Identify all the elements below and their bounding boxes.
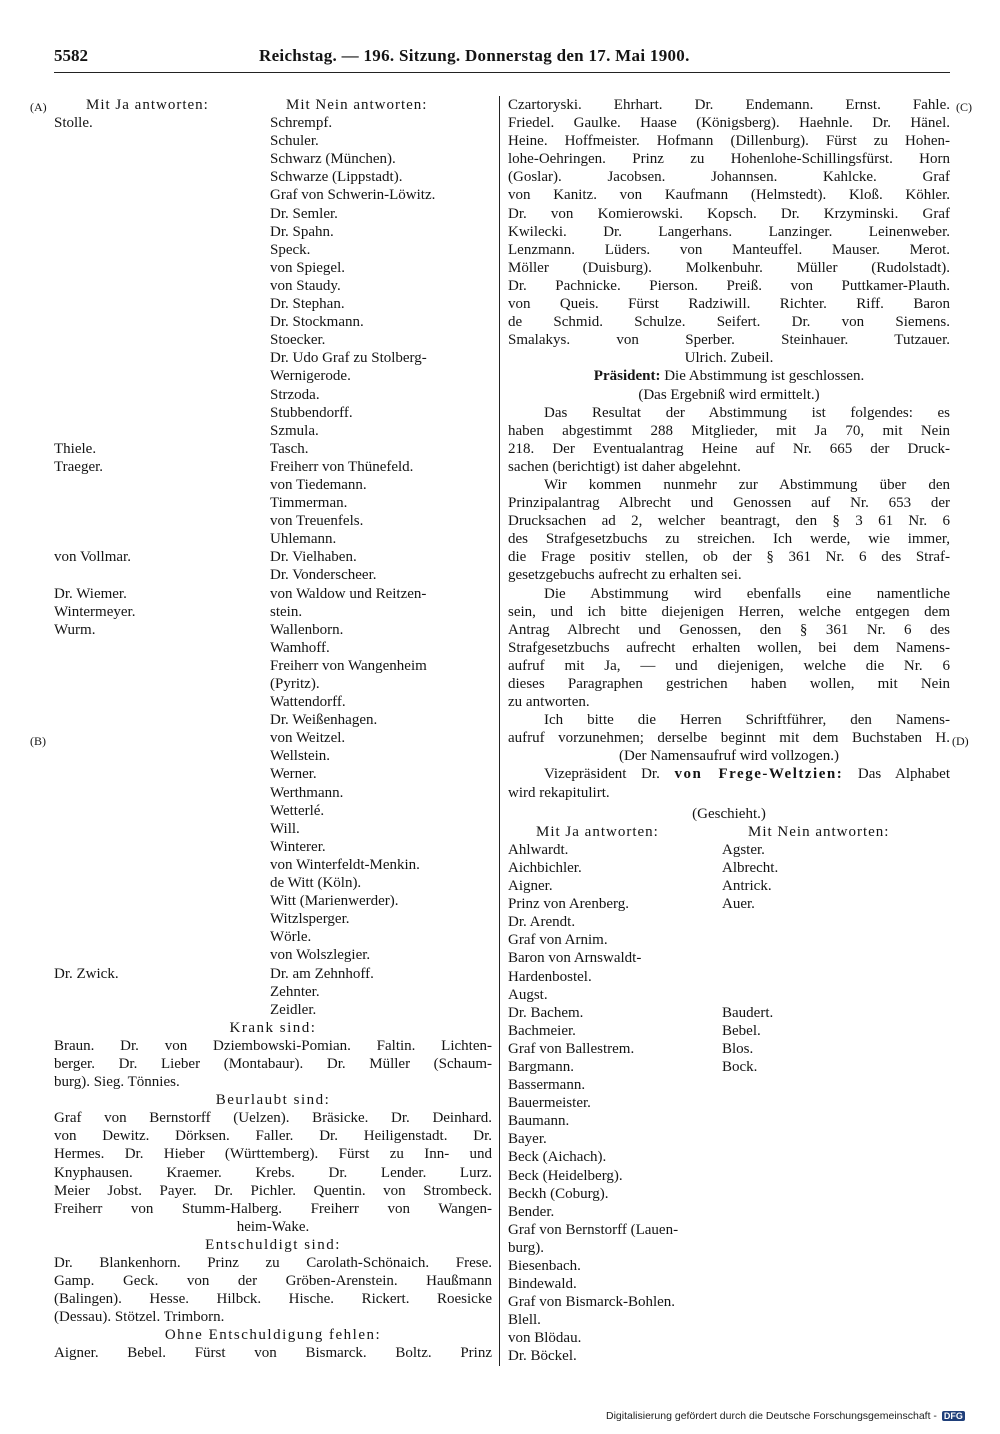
text-line: Braun. Dr. von Dziembowski-Pomian. Faltin. Lichten- (54, 1037, 492, 1054)
no-voter: Schwarze (Lippstadt). (270, 169, 403, 186)
text-line: Friedel. Gaulke. Haase (Königsberg). Haehnle. Dr. Hänel. (508, 115, 950, 132)
text-line: haben abgestimmt 288 Mitglieder, mit Ja 70, mit Nein (508, 422, 950, 439)
yes-voter: Baumann. (508, 1113, 570, 1130)
excused-header: Entschuldigt sind: (205, 1236, 341, 1253)
vote-row (508, 1347, 950, 1365)
no-voter: Bock. (722, 1058, 758, 1075)
vote-row (54, 440, 492, 458)
sick-header: Krank sind: (229, 1019, 317, 1036)
no-voter: Baudert. (722, 1004, 774, 1021)
no-voter: Wattendorff. (270, 694, 346, 711)
vote-row (54, 711, 492, 729)
header-rule (54, 72, 950, 73)
text-line: Kwilecki. Dr. Langerhans. Lanzinger. Leinenweber. (508, 223, 950, 240)
vote-row (54, 422, 492, 440)
vice-name: von Frege-Weltzien: (674, 766, 844, 783)
vote-row (54, 241, 492, 259)
yes-voter: Dr. Bachem. (508, 1004, 584, 1021)
vote-row (54, 476, 492, 494)
text-line: lohe-Oehringen. Prinz zu Hohenlohe-Schillingsfürst. Horn (508, 151, 950, 168)
vote-row (54, 295, 492, 313)
vote-row (508, 841, 950, 859)
digitization-footer (606, 1410, 965, 1422)
no-voter: Wetterlé. (270, 802, 325, 819)
no-voter: de Witt (Köln). (270, 875, 362, 892)
dfg-logo: DFG (943, 1411, 963, 1421)
yes-header-right: Mit Ja antworten: (536, 823, 659, 840)
left-column (54, 96, 492, 1363)
text-line: Antrag Albrecht und Genossen, den § 361 Nr. 6 des (508, 621, 950, 638)
vote-row (508, 1293, 950, 1311)
yes-voter: Bachmeier. (508, 1022, 576, 1039)
vote-row (54, 349, 492, 367)
vote-row (508, 1221, 950, 1239)
done-note: (Geschieht.) (692, 805, 766, 822)
text-line: 218. Der Eventualantrag Heine auf Nr. 665 der Druck- (508, 440, 950, 457)
text-line: sein, und ich bitte diejenigen Herren, welche entgegen dem (508, 603, 950, 620)
vote-row (508, 895, 950, 913)
vote-header-left (54, 96, 492, 114)
yes-voter: Dr. Arendt. (508, 914, 576, 931)
vote-row (54, 838, 492, 856)
no-voter: Blos. (722, 1040, 754, 1057)
vote-row (54, 765, 492, 783)
vote-row (54, 186, 492, 204)
yes-voter: Dr. Böckel. (508, 1348, 577, 1365)
yes-voter: Bayer. (508, 1131, 547, 1148)
no-voter: Stoecker. (270, 332, 326, 349)
yes-voter: Blell. (508, 1312, 541, 1329)
vote-row (54, 928, 492, 946)
yes-voter: von Vollmar. (54, 549, 131, 566)
vote-row (508, 1185, 950, 1203)
vote-row (54, 277, 492, 295)
no-voter: (Pyritz). (270, 676, 320, 692)
no-voter: von Treuenfels. (270, 513, 364, 530)
vote-row (508, 1058, 950, 1076)
yes-voter: Aigner. (508, 878, 553, 895)
vote-row (54, 331, 492, 349)
page-header (54, 46, 950, 70)
yes-voter: Baron von Arnswaldt- (508, 950, 642, 967)
no-voter: von Weitzel. (270, 730, 346, 747)
vice-text-2: wird rekapitulirt. (508, 784, 610, 801)
vote-row (54, 313, 492, 331)
sick-list (54, 1037, 492, 1091)
no-voter: Wamhoff. (270, 639, 330, 656)
vote-row (54, 820, 492, 838)
vote-row (508, 931, 950, 949)
result-note: (Das Ergebniß wird ermittelt.) (638, 386, 820, 403)
yes-header: Mit Ja antworten: (86, 97, 209, 113)
no-voter: Dr. Vonderscheer. (270, 567, 377, 584)
no-voter: Tasch. (270, 440, 309, 457)
unexcused-list (54, 1344, 492, 1362)
no-voter: Dr. Semler. (270, 205, 338, 222)
text-line: Möller (Duisburg). Molkenbuhr. Müller (Rudolstadt). (508, 259, 950, 276)
yes-voter: Beck (Aichach). (508, 1149, 607, 1166)
vote-row (54, 566, 492, 584)
column-divider (499, 96, 500, 1366)
no-voter: Stubbendorff. (270, 404, 353, 421)
yes-voter: Bauermeister. (508, 1095, 591, 1112)
vote-row (54, 367, 492, 385)
yes-voter: Dr. Wiemer. (54, 585, 127, 602)
vote-row (54, 603, 492, 621)
yes-voter: Graf von Ballestrem. (508, 1040, 635, 1057)
no-voter: Wernigerode. (270, 368, 351, 385)
text-line: Wir kommen nunmehr zur Abstimmung über den (544, 476, 950, 493)
president-text: Die Abstimmung ist geschlossen. (664, 368, 865, 385)
no-voter: Dr. Stephan. (270, 296, 345, 313)
text-line: Prinzipalantrag Albrecht und Genossen auf Nr. 653 der (508, 495, 950, 512)
yes-voter: Stolle. (54, 115, 93, 132)
vote-row (54, 802, 492, 820)
no-voter: Will. (270, 820, 300, 837)
vote-row (508, 986, 950, 1004)
text-line: Meier Jobst. Payer. Dr. Pichler. Quentin. von Strombeck. (54, 1182, 492, 1199)
text-line: Dr. von Komierowski. Kopsch. Dr. Krzyminski. Graf (508, 205, 950, 222)
yes-voter: Ahlwardt. (508, 841, 569, 858)
result-paragraph (508, 404, 950, 748)
text-line: die Frage positiv stellen, ob der § 361 Nr. 6 des Straf- (508, 549, 950, 566)
text-line: von Dewitz. Dörksen. Faller. Dr. Heiligenstadt. Dr. (54, 1128, 492, 1145)
no-voter: stein. (270, 603, 303, 620)
text-line: berger. Dr. Lieber (Montabaur). Dr. Müller (Schaum- (54, 1055, 492, 1072)
yes-voter: Dr. Zwick. (54, 965, 119, 982)
names-paragraph (508, 96, 950, 349)
vote-row (54, 512, 492, 530)
no-header: Mit Nein antworten: (286, 97, 428, 113)
no-voter: von Spiegel. (270, 259, 345, 276)
vote-row (508, 1311, 950, 1329)
no-voter: Schuler. (270, 133, 319, 150)
no-voter: Wellstein. (270, 748, 331, 765)
vote-list-right (508, 841, 950, 1366)
vote-row (54, 946, 492, 964)
no-header-right: Mit Nein antworten: (748, 823, 890, 840)
no-voter: Graf von Schwerin-Löwitz. (270, 187, 436, 204)
vote-row (508, 1329, 950, 1347)
text-line: Aigner. Bebel. Fürst von Bismarck. Boltz. Prinz (54, 1345, 492, 1362)
president-label: Präsident: (593, 368, 661, 385)
text-line: Gamp. Geck. von der Gröben-Arenstein. Haußmann (54, 1273, 492, 1290)
vote-row (54, 458, 492, 476)
vote-row (54, 856, 492, 874)
names-last-line: Ulrich. Zubeil. (684, 350, 774, 367)
text-line: Heine. Hoffmeister. Hofmann (Dillenburg). Fürst zu Hohen- (508, 133, 950, 150)
no-voter: von Winterfeldt-Menkin. (270, 856, 420, 873)
vote-row (508, 1022, 950, 1040)
vote-row (508, 1094, 950, 1112)
text-line: Drucksachen ad 2, welcher beantragt, den § 3 61 Nr. 6 (508, 513, 950, 530)
text-line: Czartoryski. Ehrhart. Dr. Endemann. Ernst. Fahle. (508, 97, 950, 113)
vote-row (508, 1112, 950, 1130)
vote-row (54, 168, 492, 186)
vote-list-left (54, 114, 492, 1019)
no-voter: Auer. (722, 896, 755, 913)
vote-row (54, 114, 492, 132)
right-column (508, 96, 950, 1366)
vote-row (54, 223, 492, 241)
no-voter: Witt (Marienwerder). (270, 893, 399, 910)
no-voter: Speck. (270, 241, 311, 258)
yes-voter: Bender. (508, 1203, 555, 1220)
page-number: 5582 (54, 46, 88, 65)
text-line: Dr. Pachnicke. Pierson. Preiß. von Puttkamer-Plauth. (508, 277, 950, 294)
vice-label: Vizepräsident Dr. (544, 766, 660, 783)
text-line: sachen (berichtigt) ist daher abgelehnt. (508, 458, 741, 475)
president-statement (508, 367, 950, 385)
vote-row (54, 892, 492, 910)
no-voter: Antrick. (722, 878, 772, 895)
yes-voter: Traeger. (54, 458, 104, 475)
text-line: heim-Wake. (236, 1218, 310, 1235)
no-voter: Albrecht. (722, 859, 779, 876)
vote-row (508, 1257, 950, 1275)
text-line: burg). Sieg. Tönnies. (54, 1074, 180, 1091)
yes-voter: Thiele. (54, 440, 97, 457)
yes-voter: Beckh (Coburg). (508, 1185, 609, 1202)
yes-voter: burg). (508, 1239, 544, 1256)
no-voter: Freiherr von Thünefeld. (270, 458, 414, 475)
text-line: Knyphausen. Kraemer. Krebs. Dr. Lender. Lurz. (54, 1164, 492, 1181)
yes-voter: Graf von Bismarck-Bohlen. (508, 1294, 676, 1311)
no-voter: von Tiedemann. (270, 476, 367, 493)
vice-text-1: Das Alphabet (857, 766, 950, 783)
vote-row (508, 1239, 950, 1257)
no-voter: Dr. Stockmann. (270, 314, 364, 331)
leave-header: Beurlaubt sind: (215, 1092, 331, 1109)
vote-row (54, 150, 492, 168)
yes-voter: Beck (Heidelberg). (508, 1167, 623, 1184)
vote-row (508, 1040, 950, 1058)
text-line: zu antworten. (508, 694, 590, 711)
yes-voter: Graf von Bernstorff (Lauen- (508, 1221, 679, 1238)
text-line: von Queis. Fürst Radziwill. Richter. Riff. Baron (508, 296, 950, 313)
yes-voter: Augst. (508, 986, 548, 1003)
no-voter: von Wolszlegier. (270, 947, 371, 964)
no-voter: Dr. am Zehnhoff. (270, 965, 374, 982)
no-voter: Agster. (722, 841, 765, 858)
no-voter: Wörle. (270, 929, 312, 946)
vote-row (54, 910, 492, 928)
unexcused-header: Ohne Entschuldigung fehlen: (164, 1327, 382, 1344)
no-voter: Winterer. (270, 838, 326, 855)
text-line: aufruf vorzunehmen; derselbe beginnt mit dem Buchstaben H. (508, 730, 950, 747)
rollcall-note: (Der Namensaufruf wird vollzogen.) (619, 748, 839, 765)
text-line: Das Resultat der Abstimmung ist folgendes: es (544, 404, 950, 421)
vote-row (54, 259, 492, 277)
vote-row (54, 205, 492, 223)
leave-list (54, 1109, 492, 1236)
no-voter: Bebel. (722, 1022, 761, 1039)
vote-row (508, 968, 950, 986)
no-voter: Werner. (270, 766, 317, 783)
text-line: Strafgesetzbuchs aufrecht erhalten wollen, bei dem Namens- (508, 639, 950, 656)
yes-voter: Biesenbach. (508, 1258, 581, 1274)
vote-row (508, 1275, 950, 1293)
margin-marker-d: (D) (952, 734, 969, 748)
text-line: von Kanitz. von Kaufmann (Helmstedt). Kloß. Köhler. (508, 187, 950, 204)
excused-list (54, 1254, 492, 1326)
vote-row (54, 729, 492, 747)
vote-row (54, 675, 492, 693)
vote-row (508, 1167, 950, 1185)
vote-row (54, 621, 492, 639)
no-voter: Freiherr von Wangenheim (270, 657, 427, 674)
vice-president-statement (508, 765, 950, 783)
vote-header-right (508, 823, 950, 841)
text-line: Ich bitte die Herren Schriftführer, den Namens- (544, 712, 950, 729)
vote-row (508, 949, 950, 967)
yes-voter: Wintermeyer. (54, 603, 136, 620)
yes-voter: Graf von Arnim. (508, 932, 608, 949)
text-line: Smalakys. von Sperber. Steinhauer. Tutzauer. (508, 332, 950, 349)
vote-row (508, 1148, 950, 1166)
text-line: de Schmid. Schulze. Seifert. Dr. von Siemens. (508, 314, 950, 331)
text-line: aufruf mit Ja, — und diejenigen, welche die Nr. 6 (508, 657, 950, 674)
no-voter: von Waldow und Reitzen- (270, 585, 427, 602)
no-voter: von Staudy. (270, 277, 341, 294)
vote-row (54, 693, 492, 711)
vote-row (54, 132, 492, 150)
yes-voter: Bargmann. (508, 1058, 574, 1075)
no-voter: Zehnter. (270, 983, 320, 1000)
text-line: dieses Paragraphen gestrichen haben wollen, mit Nein (508, 676, 950, 692)
vote-row (508, 1076, 950, 1094)
yes-voter: Aichbichler. (508, 859, 582, 876)
margin-marker-b: (B) (30, 734, 46, 748)
yes-voter: Wurm. (54, 621, 96, 638)
no-voter: Strzoda. (270, 386, 320, 403)
text-line: Dr. Blankenhorn. Prinz zu Carolath-Schönaich. Frese. (54, 1255, 492, 1271)
vote-row (54, 874, 492, 892)
yes-voter: von Blödau. (508, 1330, 582, 1347)
vote-row (54, 983, 492, 1001)
yes-voter: Bindewald. (508, 1276, 577, 1293)
text-line: gesetzgebuchs aufrecht zu erhalten sei. (508, 567, 742, 584)
yes-voter: Hardenbostel. (508, 968, 592, 985)
vote-row (54, 747, 492, 765)
no-voter: Werthmann. (270, 784, 344, 801)
margin-marker-c: (C) (956, 100, 972, 114)
vote-row (54, 386, 492, 404)
text-line: Hermes. Dr. Hieber (Württemberg). Fürst zu Inn- und (54, 1146, 492, 1163)
vote-row (508, 913, 950, 931)
vote-row (508, 1130, 950, 1148)
vote-row (508, 877, 950, 895)
vote-row (54, 657, 492, 675)
text-line: Die Abstimmung wird ebenfalls eine namentliche (544, 585, 950, 602)
no-voter: Schwarz (München). (270, 151, 396, 168)
text-line: (Balingen). Hesse. Hilbck. Hische. Rickert. Roesicke (54, 1291, 492, 1308)
text-line: (Dessau). Stötzel. Trimborn. (54, 1309, 225, 1326)
text-line: Lenzmann. Lüders. von Manteuffel. Mauser. Merot. (508, 241, 950, 258)
no-voter: Wallenborn. (270, 621, 344, 638)
no-voter: Dr. Spahn. (270, 223, 334, 240)
vote-row (54, 585, 492, 603)
vote-row (54, 784, 492, 802)
vote-row (54, 965, 492, 983)
no-voter: Szmula. (270, 422, 319, 439)
no-voter: Zeidler. (270, 1001, 317, 1018)
vote-row (508, 859, 950, 877)
no-voter: Witzlsperger. (270, 911, 350, 928)
vote-row (54, 530, 492, 548)
vote-row (508, 1203, 950, 1221)
text-line: Graf von Bernstorff (Uelzen). Bräsicke. Dr. Deinhard. (54, 1110, 492, 1127)
no-voter: Timmerman. (270, 495, 348, 512)
vote-row (54, 548, 492, 566)
footer-text: Digitalisierung gefördert durch die Deutsche Forschungsgemeinschaft - (606, 1410, 937, 1422)
no-voter: Dr. Udo Graf zu Stolberg- (270, 350, 427, 367)
text-line: (Goslar). Jacobsen. Johannsen. Kahlcke. Graf (508, 169, 950, 186)
text-line: des Strafgesetzbuchs zu streichen. Ich werde, wie immer, (508, 531, 950, 548)
no-voter: Dr. Vielhaben. (270, 549, 357, 566)
no-voter: Schrempf. (270, 115, 333, 132)
text-line: Freiherr von Stumm-Halberg. Freiherr von Wangen- (54, 1200, 492, 1217)
no-voter: Uhlemann. (270, 531, 337, 548)
no-voter: Dr. Weißenhagen. (270, 712, 378, 729)
vote-row (508, 1004, 950, 1022)
vote-row (54, 639, 492, 657)
page-running-title: Reichstag. — 196. Sitzung. Donnerstag den 17. Mai 1900. (259, 46, 690, 65)
vote-row (54, 1001, 492, 1019)
yes-voter: Prinz von Arenberg. (508, 896, 629, 913)
margin-marker-a: (A) (30, 100, 47, 114)
vote-row (54, 494, 492, 512)
vote-row (54, 404, 492, 422)
yes-voter: Bassermann. (508, 1077, 586, 1094)
